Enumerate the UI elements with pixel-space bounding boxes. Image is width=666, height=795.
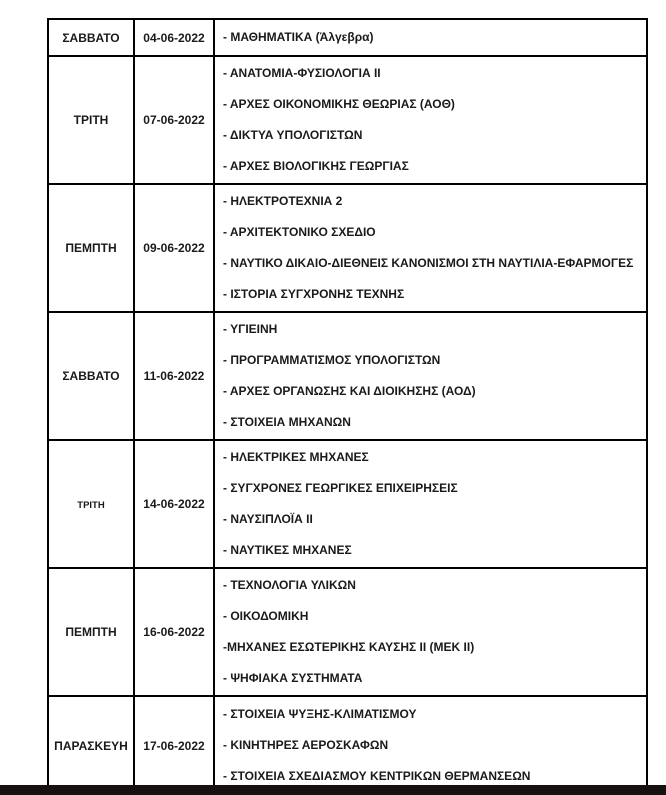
subject-item: - ΑΝΑΤΟΜΙΑ-ΦΥΣΙΟΛΟΓΙΑ ΙΙ	[223, 66, 381, 80]
date-cell	[134, 696, 214, 794]
subject-item: - ΝΑΥΣΙΠΛΟΪΑ ΙΙ	[223, 512, 313, 526]
subject-item: - ΝΑΥΤΙΚΟ ΔΙΚΑΙΟ-ΔΙΕΘΝΕΙΣ ΚΑΝΟΝΙΣΜΟΙ ΣΤΗ ΝΑΥΤΙΛΙΑ-ΕΦΑΡΜΟΓΕΣ	[223, 256, 634, 270]
date-label: 11-06-2022	[143, 369, 205, 383]
subject-item: - ΙΣΤΟΡΙΑ ΣΥΓΧΡΟΝΗΣ ΤΕΧΝΗΣ	[223, 287, 405, 301]
subjects-cell	[214, 312, 647, 440]
date-label: 09-06-2022	[143, 241, 205, 255]
subjects-cell	[214, 184, 647, 312]
day-cell	[48, 19, 134, 56]
day-label: ΤΡΙΤΗ	[77, 500, 105, 511]
subject-item: - ΣΤΟΙΧΕΙΑ ΜΗΧΑΝΩΝ	[223, 415, 351, 429]
subject-item: - ΑΡΧΕΣ ΟΙΚΟΝΟΜΙΚΗΣ ΘΕΩΡΙΑΣ (ΑΟΘ)	[223, 97, 455, 111]
date-cell	[134, 312, 214, 440]
date-cell	[134, 19, 214, 56]
date-cell	[134, 56, 214, 184]
subject-item: - ΠΡΟΓΡΑΜΜΑΤΙΣΜΟΣ ΥΠΟΛΟΓΙΣΤΩΝ	[223, 353, 441, 367]
subject-item: - ΑΡΧΙΤΕΚΤΟΝΙΚΟ ΣΧΕΔΙΟ	[223, 225, 376, 239]
table-row	[48, 440, 647, 568]
date-label: 16-06-2022	[143, 625, 205, 639]
day-cell	[48, 440, 134, 568]
day-label: ΣΑΒΒΑΤΟ	[62, 369, 120, 383]
date-label: 17-06-2022	[143, 738, 205, 753]
date-label: 14-06-2022	[143, 497, 205, 511]
subjects-cell	[214, 19, 647, 56]
day-cell	[48, 312, 134, 440]
date-cell	[134, 440, 214, 568]
subject-item: - ΔΙΚΤΥΑ ΥΠΟΛΟΓΙΣΤΩΝ	[223, 128, 363, 142]
day-label: ΣΑΒΒΑΤΟ	[62, 30, 120, 45]
date-cell	[134, 184, 214, 312]
date-label: 04-06-2022	[143, 30, 205, 45]
subject-item: - ΥΓΙΕΙΝΗ	[223, 322, 278, 336]
day-label: ΤΡΙΤΗ	[73, 113, 109, 127]
subject-item: - ΑΡΧΕΣ ΒΙΟΛΟΓΙΚΗΣ ΓΕΩΡΓΙΑΣ	[223, 159, 409, 173]
subjects-cell	[214, 696, 647, 794]
table-row	[48, 19, 647, 56]
subject-item: - ΜΑΘΗΜΑΤΙΚΑ (Άλγεβρα)	[223, 30, 374, 44]
page-bottom-edge	[0, 785, 666, 795]
subject-item: - ΚΙΝΗΤΗΡΕΣ ΑΕΡΟΣΚΑΦΩΝ	[223, 738, 389, 752]
subject-item: - ΣΥΓΧΡΟΝΕΣ ΓΕΩΡΓΙΚΕΣ ΕΠΙΧΕΙΡΗΣΕΙΣ	[223, 481, 458, 495]
subject-item: - ΨΗΦΙΑΚΑ ΣΥΣΤΗΜΑΤΑ	[223, 671, 363, 685]
day-cell	[48, 568, 134, 696]
subject-item: - ΗΛΕΚΤΡΙΚΕΣ ΜΗΧΑΝΕΣ	[223, 450, 369, 464]
date-label: 07-06-2022	[143, 113, 205, 127]
table-row	[48, 696, 647, 794]
day-label: ΠΕΜΠΤΗ	[65, 241, 117, 255]
subject-item: - ΣΤΟΙΧΕΙΑ ΨΥΞΗΣ-ΚΛΙΜΑΤΙΣΜΟΥ	[223, 707, 417, 721]
day-cell	[48, 184, 134, 312]
subject-item: - ΟΙΚΟΔΟΜΙΚΗ	[223, 609, 309, 623]
subject-item: - ΤΕΧΝΟΛΟΓΙΑ ΥΛΙΚΩΝ	[223, 578, 356, 592]
subjects-cell	[214, 56, 647, 184]
day-cell	[48, 696, 134, 794]
schedule-body	[48, 19, 647, 794]
day-label: ΠΕΜΠΤΗ	[65, 625, 117, 639]
exam-schedule-table	[47, 18, 648, 794]
subjects-cell	[214, 568, 647, 696]
table-row	[48, 568, 647, 696]
day-label: ΠΑΡΑΣΚΕΥΗ	[54, 738, 128, 753]
subject-item: - ΝΑΥΤΙΚΕΣ ΜΗΧΑΝΕΣ	[223, 543, 352, 557]
table-row	[48, 56, 647, 184]
subject-item: - ΑΡΧΕΣ ΟΡΓΑΝΩΣΗΣ ΚΑΙ ΔΙΟΙΚΗΣΗΣ (ΑΟΔ)	[223, 384, 476, 398]
table-row	[48, 184, 647, 312]
table-row	[48, 312, 647, 440]
subject-item: - ΗΛΕΚΤΡΟΤΕΧΝΙΑ 2	[223, 194, 343, 208]
subject-item: - ΣΤΟΙΧΕΙΑ ΣΧΕΔΙΑΣΜΟΥ ΚΕΝΤΡΙΚΩΝ ΘΕΡΜΑΝΣΕΩΝ	[223, 769, 531, 783]
date-cell	[134, 568, 214, 696]
day-cell	[48, 56, 134, 184]
subjects-cell	[214, 440, 647, 568]
subject-item: -ΜΗΧΑΝΕΣ ΕΣΩΤΕΡΙΚΗΣ ΚΑΥΣΗΣ ΙΙ (ΜΕΚ ΙΙ)	[223, 640, 475, 654]
